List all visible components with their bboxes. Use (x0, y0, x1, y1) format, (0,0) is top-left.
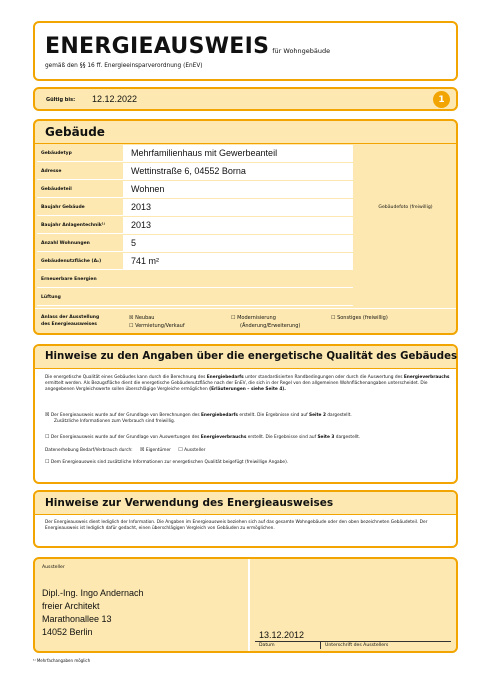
issuer-section (33, 557, 458, 653)
consumption-based-option[interactable]: ☐ Der Energieausweis wurde auf der Grundlage von Auswertungen des Energieverbrauchs erstellt. Die Ergebnisse sind auf Seite 3 dargestellt. (45, 434, 361, 440)
plant-year-value: 2013 (123, 217, 353, 233)
additional-info-option[interactable]: ☐ Dem Energieausweis sind zusätzliche Informationen zur energetischen Qualität beigefügt (freiwillige Angabe). (45, 459, 289, 465)
construction-year-value: 2013 (123, 199, 353, 215)
usage-notes-section (33, 490, 458, 548)
table-row: Lüftung (37, 289, 353, 306)
validity-label: Gültig bis: (46, 97, 76, 103)
quality-intro-text: Die energetische Qualität eines Gebäudes kann durch die Berechnung des Energiebedarfs unter standardisierten Randbedingungen oder durch die Auswertung des Energieverbrauchs ermittelt werden. Als Bezugsfläche dient die energetische Gebäudenutzfläche nach der EnEV, die sich in der Regel von den allgemeinen Wohnflächenangaben unterscheidet. Die angegebenen Vergleichswerte sollen überschlägige Vergleiche ermöglichen (Erläuterungen – siehe Seite 4). (45, 375, 450, 392)
purpose-modernisation-option[interactable]: ☐ Modernisierung (231, 315, 276, 321)
document-subtitle: gemäß den §§ 16 ff. Energieeinsparverordnung (EnEV) (45, 63, 203, 69)
quality-notes-title: Hinweise zu den Angaben über die energetische Qualität des Gebäudes (45, 351, 458, 362)
table-row: Erneuerbare Energien (37, 271, 353, 288)
checkbox-icon: ☐ (129, 322, 134, 329)
building-part-value: Wohnen (123, 181, 353, 197)
document-title-suffix: für Wohngebäude (272, 47, 331, 55)
table-row: Gebäudenutzfläche (Aₙ) 741 m² (37, 253, 353, 270)
floor-area-value: 741 m² (123, 253, 353, 269)
footnote: ¹⁾ Mehrfachangaben möglich (33, 658, 91, 663)
apartments-value: 5 (123, 235, 353, 251)
signature-label: Unterschrift des Ausstellers (325, 643, 389, 648)
owner-option[interactable]: ☒ Eigentümer (140, 447, 171, 453)
date-label: Datum (259, 643, 275, 648)
building-photo-label: Gebäudefoto (freiwillig) (378, 205, 433, 210)
checkbox-icon: ☐ (331, 315, 336, 321)
quality-notes-section (33, 344, 458, 484)
usage-notes-text: Der Energieausweis dient lediglich der Information. Die Angaben im Energieausweis beziehen sich auf das gesamte Wohngebäude oder den oben bezeichneten Gebäudeteil. Der Energieausweis ist lediglich dafür gedacht, einen überschlägigen Vergleich von Gebäuden zu ermöglichen. (45, 520, 428, 531)
checkbox-checked-icon: ☒ (45, 412, 50, 418)
purpose-neubau-option[interactable]: ☒ Neubau (129, 315, 155, 321)
issuer-street: Marathonallee 13 (42, 614, 112, 625)
data-collection-line: Datenerhebung Bedarf/Verbrauch durch: ☒ Eigentümer ☐ Aussteller (45, 447, 206, 453)
purpose-rental-option[interactable]: ☐ Vermietung/Verkauf (129, 322, 185, 329)
issue-date: 13.12.2012 (259, 630, 305, 640)
table-row: Baujahr Gebäude 2013 (37, 199, 353, 216)
table-row: Gebäudetyp Mehrfamilienhaus mit Gewerbeanteil (37, 145, 353, 162)
checkbox-icon: ☐ (45, 459, 50, 465)
issuer-address (42, 587, 144, 639)
demand-based-option[interactable]: ☒ Der Energieausweis wurde auf der Grundlage von Berechnungen des Energiebedarfs erstellt. Die Ergebnisse sind auf Seite 2 dargestellt. Zusätzliche Informationen zum Verbrauch sind freiwillig. (45, 412, 352, 424)
header-box (33, 21, 458, 81)
issuer-name: Dipl.-Ing. Ingo Andernach (42, 588, 144, 598)
issuer-label: Aussteller (42, 565, 65, 570)
table-row: Adresse Wettinstraße 6, 04552 Borna (37, 163, 353, 180)
purpose-label: Anlass der Ausstellung des Energieausweises (41, 315, 100, 327)
table-row: Gebäudeteil Wohnen (37, 181, 353, 198)
issuer-profession: freier Architekt (42, 601, 100, 612)
page-number-badge (433, 91, 450, 108)
table-row: Anzahl Wohnungen 5 (37, 235, 353, 252)
issuer-option[interactable]: ☐ Aussteller (178, 447, 206, 453)
page-number: 1 (438, 94, 445, 105)
checkbox-icon: ☐ (178, 447, 183, 453)
building-type-value: Mehrfamilienhaus mit Gewerbeanteil (123, 145, 353, 161)
validity-bar (33, 87, 458, 111)
document-title: ENERGIEAUSWEIS (45, 34, 270, 59)
checkbox-checked-icon: ☒ (129, 315, 134, 321)
checkbox-icon: ☐ (45, 434, 50, 440)
building-table (37, 145, 353, 307)
checkbox-icon: ☐ (231, 315, 236, 321)
checkbox-checked-icon: ☒ (140, 447, 145, 453)
usage-notes-title: Hinweise zur Verwendung des Energieausweises (45, 497, 334, 509)
purpose-other-option[interactable]: ☐ Sonstiges (freiwillig) (331, 315, 388, 321)
table-row: Baujahr Anlagentechnik¹⁾ 2013 (37, 217, 353, 234)
building-section-title: Gebäude (45, 125, 105, 139)
building-photo-placeholder (355, 145, 456, 270)
address-value: Wettinstraße 6, 04552 Borna (123, 163, 353, 179)
issuer-city: 14052 Berlin (42, 627, 93, 638)
building-section: Gebäude Gebäudetyp Mehrfamilienhaus mit Gewerbeanteil Adresse Wettinstraße 6, 04552 Borna Gebäudeteil Wohnen Baujahr Gebäude 2013 Baujahr Anlagentechnik¹⁾ 2013 Anzahl Wohnungen 5 Gebäudenutzfläche (Aₙ) 741 m² Erneuerbare Energien Lüftung Gebäudefoto (freiwillig) Anlass der Ausstellung des Energieausweises ☒ Neubau ☐ Vermietung/Verkauf ☐ Modernisierung (Änderung/Erweiterung) ☐ Sonstiges (freiwillig) (33, 119, 458, 335)
validity-date: 12.12.2022 (92, 94, 138, 104)
